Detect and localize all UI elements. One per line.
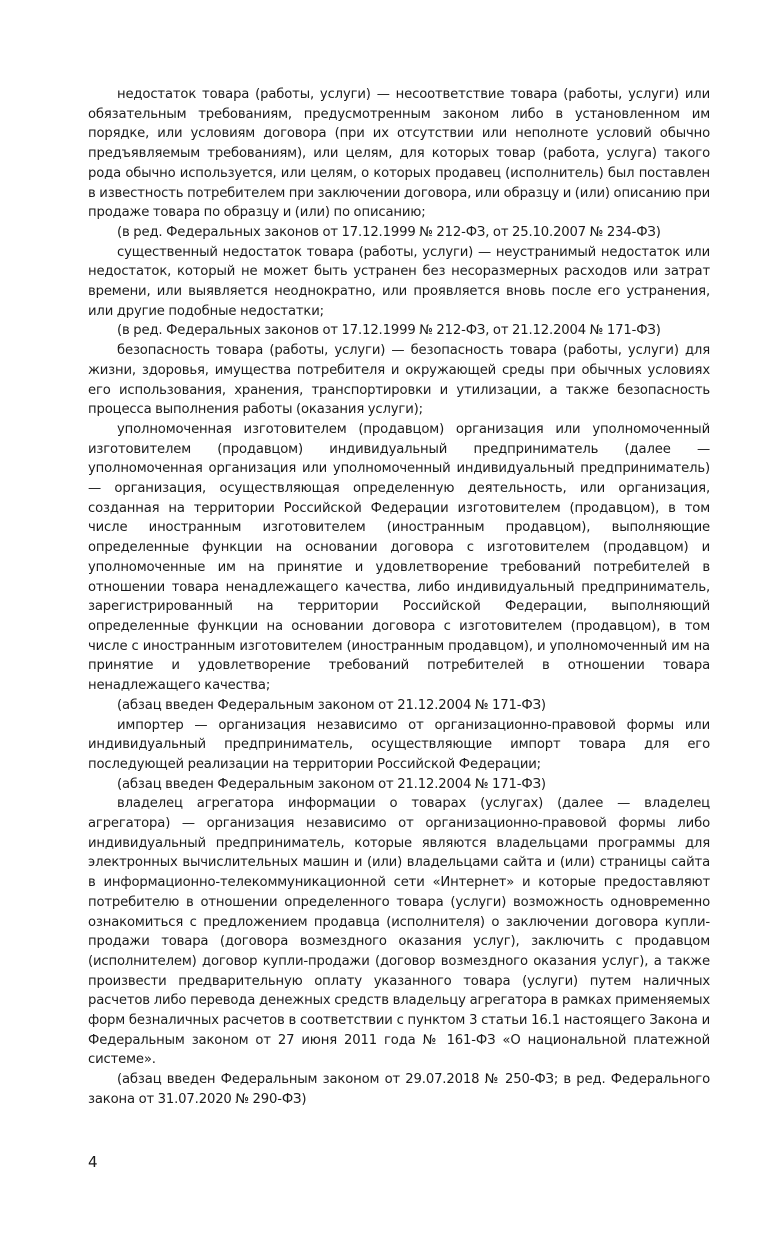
amendment-note: (в ред. Федеральных законов от 17.12.1999 № 212-ФЗ, от 21.12.2004 № 171-ФЗ) (117, 323, 661, 339)
amendment-note: (абзац введен Федеральным законом от 29.07.2018 № 250-ФЗ; в ред. Федерального закона от 31.07.2020 № 290-ФЗ) (88, 1072, 710, 1107)
amendment-note: (абзац введен Федеральным законом от 21.12.2004 № 171-ФЗ) (117, 776, 546, 792)
paragraph-product-safety: безопасность товара (работы, услуги) — безопасность товара (работы, услуги) для жизни, здоровья, имущества потребителя и окружающей среды при обычных условиях его использования, хранения, транспортировки и утилизации, а также безопасность процесса выполнения работы (оказания услуги); (88, 343, 710, 418)
document-body (88, 85, 710, 1110)
paragraph-importer: импортер — организация независимо от организационно-правовой формы или индивидуальный предприниматель, осуществляющие импорт товара для его последующей реализации на территории Российской Федерации; (88, 717, 710, 772)
paragraph-authorized-organization: уполномоченная изготовителем (продавцом) организация или уполномоченный изготовителем (продавцом) индивидуальный предприниматель (далее — уполномоченная организация или уполномоченный индивидуальный предприниматель) — организация, осуществляющая определенную деятельность, или организация, созданная на территории Российской Федерации изготовителем (продавцом), в том числе иностранным изготовителем (иностранным продавцом), выполняющие определенные функции на основании договора с изготовителем (продавцом) и уполномоченные им на принятие и удовлетворение требований потребителей в отношении товара ненадлежащего качества, либо индивидуальный предприниматель, зарегистрированный на территории Российской Федерации, выполняющий определенные функции на основании договора с изготовителем (продавцом), в том числе с иностранным изготовителем (иностранным продавцом), и уполномоченный им на принятие и удовлетворение требований потребителей в отношении товара ненадлежащего качества; (88, 421, 710, 694)
paragraph-significant-defect: существенный недостаток товара (работы, услуги) — неустранимый недостаток или недостаток, который не может быть устранен без несоразмерных расходов или затрат времени, или выявляется неоднократно, или проявляется вновь после его устранения, или другие подобные недостатки; (88, 244, 710, 319)
amendment-note: (в ред. Федеральных законов от 17.12.1999 № 212-ФЗ, от 25.10.2007 № 234-ФЗ) (117, 224, 661, 240)
paragraph-aggregator-owner: владелец агрегатора информации о товарах (услугах) (далее — владелец агрегатора) — организация независимо от организационно-правовой формы либо индивидуальный предприниматель, которые являются владельцами программы для электронных вычислительных машин и (или) владельцами сайта и (или) страницы сайта в информационно-телекоммуникационной сети «Интернет» и которые предоставляют потребителю в отношении определенного товара (услуги) возможность одновременно ознакомиться с предложением продавца (исполнителя) о заключении договора купли-продажи товара (договора возмездного оказания услуг), заключить с продавцом (исполнителем) договор купли-продажи (договор возмездного оказания услуг), а также произвести предварительную оплату указанного товара (услуги) путем наличных расчетов либо перевода денежных средств владельцу агрегатора в рамках применяемых форм безналичных расчетов в соответствии с пунктом 3 статьи 16.1 настоящего Закона и Федеральным законом от 27 июня 2011 года № 161-ФЗ «О национальной платежной системе». (88, 796, 710, 1068)
page-number: 4 (88, 1153, 98, 1171)
paragraph-defect-definition: недостаток товара (работы, услуги) — несоответствие товара (работы, услуги) или обязательным требованиям, предусмотренным законом либо в установленном им порядке, или условиям договора (при их отсутствии или неполноте условий обычно предъявляемым требованиям), или целям, для которых товар (работа, услуга) такого рода обычно используется, или целям, о которых продавец (исполнитель) был поставлен в известность потребителем при заключении договора, или образцу и (или) описанию при продаже товара по образцу и (или) по описанию; (88, 87, 710, 221)
amendment-note: (абзац введен Федеральным законом от 21.12.2004 № 171-ФЗ) (117, 697, 546, 713)
